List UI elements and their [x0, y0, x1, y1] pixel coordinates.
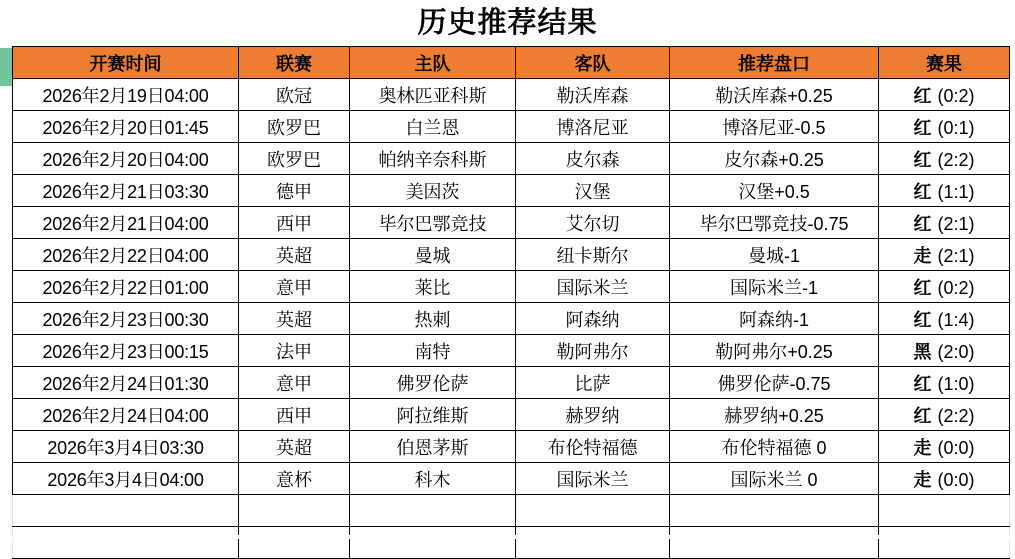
- table-row: [13, 367, 1010, 399]
- cell-home-team: 南特: [350, 335, 516, 367]
- empty-cell: [239, 527, 350, 559]
- empty-row: [13, 527, 1010, 559]
- cell-time: 2026年3月4日03:30: [13, 431, 239, 463]
- cell-home-team: 美因茨: [350, 175, 516, 207]
- empty-cell: [670, 495, 879, 527]
- cell-time: 2026年2月23日00:30: [13, 303, 239, 335]
- cell-away-team: 纽卡斯尔: [516, 239, 670, 271]
- empty-row: [13, 495, 1010, 527]
- result-score: (0:2): [937, 85, 975, 106]
- table-row: [13, 79, 1010, 111]
- cell-league: 意甲: [239, 271, 350, 303]
- bottom-strip: [0, 535, 1015, 539]
- cell-home-team: 佛罗伦萨: [350, 367, 516, 399]
- result-score: (0:0): [937, 469, 975, 490]
- result-label: 红: [913, 213, 932, 234]
- result-label: 红: [913, 309, 932, 330]
- cell-time: 2026年2月22日01:00: [13, 271, 239, 303]
- column-header-pick: 推荐盘口: [670, 47, 879, 79]
- table-row: [13, 303, 1010, 335]
- result-label: 走: [913, 245, 932, 266]
- cell-time: 2026年2月22日04:00: [13, 239, 239, 271]
- cell-home-team: 莱比: [350, 271, 516, 303]
- cell-away-team: 布伦特福德: [516, 431, 670, 463]
- result-score: (0:1): [937, 117, 975, 138]
- cell-result: [879, 463, 1010, 495]
- cell-away-team: 国际米兰: [516, 271, 670, 303]
- history-results-table: [12, 46, 1010, 559]
- cell-pick: 博洛尼亚-0.5: [670, 111, 879, 143]
- cell-result: [879, 399, 1010, 431]
- cell-pick: 赫罗纳+0.25: [670, 399, 879, 431]
- cell-league: 西甲: [239, 207, 350, 239]
- cell-result: [879, 335, 1010, 367]
- cell-time: 2026年2月20日04:00: [13, 143, 239, 175]
- cell-away-team: 国际米兰: [516, 463, 670, 495]
- result-score: (2:2): [937, 405, 975, 426]
- table-row: [13, 239, 1010, 271]
- cell-result: [879, 143, 1010, 175]
- cell-home-team: 帕纳辛奈科斯: [350, 143, 516, 175]
- cell-home-team: 曼城: [350, 239, 516, 271]
- cell-away-team: 勒阿弗尔: [516, 335, 670, 367]
- column-header-away: 客队: [516, 47, 670, 79]
- empty-cell: [516, 527, 670, 559]
- cell-time: 2026年2月24日01:30: [13, 367, 239, 399]
- cell-away-team: 阿森纳: [516, 303, 670, 335]
- cell-pick: 勒阿弗尔+0.25: [670, 335, 879, 367]
- result-label: 黑: [913, 341, 932, 362]
- cell-home-team: 科木: [350, 463, 516, 495]
- empty-cell: [670, 527, 879, 559]
- cell-time: 2026年3月4日04:00: [13, 463, 239, 495]
- cell-league: 欧罗巴: [239, 111, 350, 143]
- result-label: 红: [913, 277, 932, 298]
- empty-cell: [879, 527, 1010, 559]
- cell-pick: 佛罗伦萨-0.75: [670, 367, 879, 399]
- cell-home-team: 热刺: [350, 303, 516, 335]
- cell-away-team: 皮尔森: [516, 143, 670, 175]
- cell-pick: 勒沃库森+0.25: [670, 79, 879, 111]
- cell-time: 2026年2月24日04:00: [13, 399, 239, 431]
- table-container: [0, 46, 1015, 559]
- table-row: [13, 143, 1010, 175]
- empty-cell: [516, 495, 670, 527]
- cell-home-team: 阿拉维斯: [350, 399, 516, 431]
- cell-time: 2026年2月23日00:15: [13, 335, 239, 367]
- table-row: [13, 111, 1010, 143]
- cell-home-team: 伯恩茅斯: [350, 431, 516, 463]
- cell-away-team: 赫罗纳: [516, 399, 670, 431]
- cell-away-team: 勒沃库森: [516, 79, 670, 111]
- cell-pick: 皮尔森+0.25: [670, 143, 879, 175]
- result-label: 走: [913, 437, 932, 458]
- table-row: [13, 175, 1010, 207]
- result-label: 红: [913, 149, 932, 170]
- cell-pick: 曼城-1: [670, 239, 879, 271]
- cell-pick: 毕尔巴鄂竞技-0.75: [670, 207, 879, 239]
- cell-result: [879, 367, 1010, 399]
- cell-result: [879, 79, 1010, 111]
- result-score: (2:2): [937, 149, 975, 170]
- cell-result: [879, 207, 1010, 239]
- cell-time: 2026年2月21日03:30: [13, 175, 239, 207]
- cell-home-team: 奥林匹亚科斯: [350, 79, 516, 111]
- cell-pick: 汉堡+0.5: [670, 175, 879, 207]
- cell-time: 2026年2月21日04:00: [13, 207, 239, 239]
- column-header-league: 联赛: [239, 47, 350, 79]
- table-row: [13, 335, 1010, 367]
- cell-pick: 阿森纳-1: [670, 303, 879, 335]
- cell-pick: 国际米兰-1: [670, 271, 879, 303]
- cell-league: 意杯: [239, 463, 350, 495]
- cell-result: [879, 111, 1010, 143]
- table-header: [13, 47, 1010, 79]
- cell-away-team: 艾尔切: [516, 207, 670, 239]
- cell-time: 2026年2月19日04:00: [13, 79, 239, 111]
- column-header-result: 赛果: [879, 47, 1010, 79]
- result-label: 红: [913, 405, 932, 426]
- result-score: (1:0): [937, 373, 975, 394]
- cell-away-team: 比萨: [516, 367, 670, 399]
- cell-league: 意甲: [239, 367, 350, 399]
- empty-cell: [879, 495, 1010, 527]
- column-header-time: 开赛时间: [13, 47, 239, 79]
- result-label: 走: [913, 469, 932, 490]
- table-body: [13, 79, 1010, 559]
- result-label: 红: [913, 181, 932, 202]
- result-score: (1:1): [937, 181, 975, 202]
- cell-home-team: 毕尔巴鄂竞技: [350, 207, 516, 239]
- table-row: [13, 431, 1010, 463]
- empty-cell: [13, 527, 239, 559]
- cell-pick: 布伦特福德 0: [670, 431, 879, 463]
- cell-league: 英超: [239, 239, 350, 271]
- cell-time: 2026年2月20日01:45: [13, 111, 239, 143]
- cell-result: [879, 431, 1010, 463]
- left-accent-bar: [0, 48, 12, 86]
- table-row: [13, 399, 1010, 431]
- table-row: [13, 271, 1010, 303]
- page-title: 历史推荐结果: [417, 7, 598, 39]
- result-label: 红: [913, 85, 932, 106]
- result-score: (2:1): [937, 245, 975, 266]
- cell-league: 德甲: [239, 175, 350, 207]
- cell-away-team: 汉堡: [516, 175, 670, 207]
- table-row: [13, 463, 1010, 495]
- table-row: [13, 207, 1010, 239]
- result-score: (2:0): [937, 341, 975, 362]
- cell-home-team: 白兰恩: [350, 111, 516, 143]
- empty-cell: [350, 495, 516, 527]
- cell-away-team: 博洛尼亚: [516, 111, 670, 143]
- cell-league: 英超: [239, 431, 350, 463]
- header-row: [13, 47, 1010, 79]
- cell-league: 西甲: [239, 399, 350, 431]
- cell-league: 欧冠: [239, 79, 350, 111]
- column-header-home: 主队: [350, 47, 516, 79]
- empty-cell: [350, 527, 516, 559]
- cell-result: [879, 271, 1010, 303]
- result-score: (0:0): [937, 437, 975, 458]
- cell-result: [879, 303, 1010, 335]
- result-score: (1:4): [937, 309, 975, 330]
- result-label: 红: [913, 373, 932, 394]
- cell-league: 英超: [239, 303, 350, 335]
- result-score: (0:2): [937, 277, 975, 298]
- result-score: (2:1): [937, 213, 975, 234]
- cell-result: [879, 239, 1010, 271]
- cell-league: 法甲: [239, 335, 350, 367]
- empty-cell: [239, 495, 350, 527]
- cell-league: 欧罗巴: [239, 143, 350, 175]
- cell-result: [879, 175, 1010, 207]
- empty-cell: [13, 495, 239, 527]
- result-label: 红: [913, 117, 932, 138]
- cell-pick: 国际米兰 0: [670, 463, 879, 495]
